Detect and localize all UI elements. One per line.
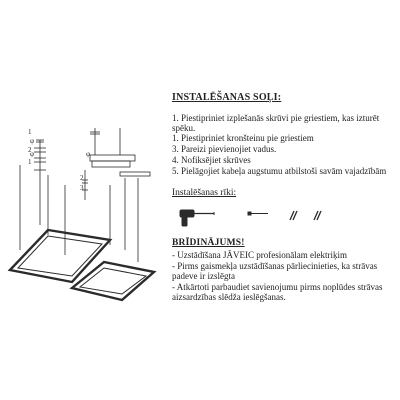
tools-title: Instalēšanas rīki:	[172, 188, 237, 198]
dim-label: 1	[28, 158, 32, 166]
warning-title: BRĪDINĀJUMS!	[172, 238, 245, 248]
frame-large-inner	[18, 236, 102, 276]
installation-steps-title: INSTALĒŠANAS SOĻI:	[172, 92, 282, 103]
step-item: 1. Piestipriniet izplešanās skrūvi pie griestiem, kas izturēt	[172, 113, 380, 123]
frame-small-inner	[80, 268, 146, 294]
warning-item: aizsardzības slēdža ieslēgšanas.	[172, 292, 286, 302]
step-item: 3. Pareizi pievienojiet vadus.	[172, 144, 277, 154]
drill-icon	[180, 210, 214, 226]
dim-label: 3	[80, 184, 84, 192]
warning-item: - Pirms gaismekļa uzstādīšanas pārliecinieties, ka strāvas	[172, 261, 378, 271]
dim-mark: φ	[86, 150, 91, 158]
dim-label: 2	[80, 174, 84, 182]
pendant-lamp-drawing	[0, 0, 160, 400]
screwdriver-icon	[290, 211, 297, 220]
step-item: 1. Piestipriniet kronšteinu pie griestiem	[172, 133, 314, 143]
step-item: 4. Nofiksējiet skrūves	[172, 155, 251, 165]
dim-mark: φ	[30, 137, 35, 145]
warning-item: padeve ir izslēgta	[172, 271, 235, 281]
screwdriver-icon	[314, 211, 321, 220]
warning-item: - Uzstādīšana JĀVEIC profesionālam elektriķim	[172, 250, 347, 260]
screw-icon	[248, 212, 268, 215]
dim-mark: φ	[30, 150, 35, 158]
step-item: 5. Pielāgojiet kabeļa augstumu atbilstoši savām vajadzībām	[172, 166, 387, 176]
installation-tools	[172, 206, 332, 230]
warning-item: - Atkārtoti parbaudiet savienojumu pirms noplūdes strāvas	[172, 282, 383, 292]
dim-label: 2	[28, 146, 32, 154]
step-item: spēku.	[172, 123, 196, 133]
dim-label: 1	[28, 128, 32, 136]
